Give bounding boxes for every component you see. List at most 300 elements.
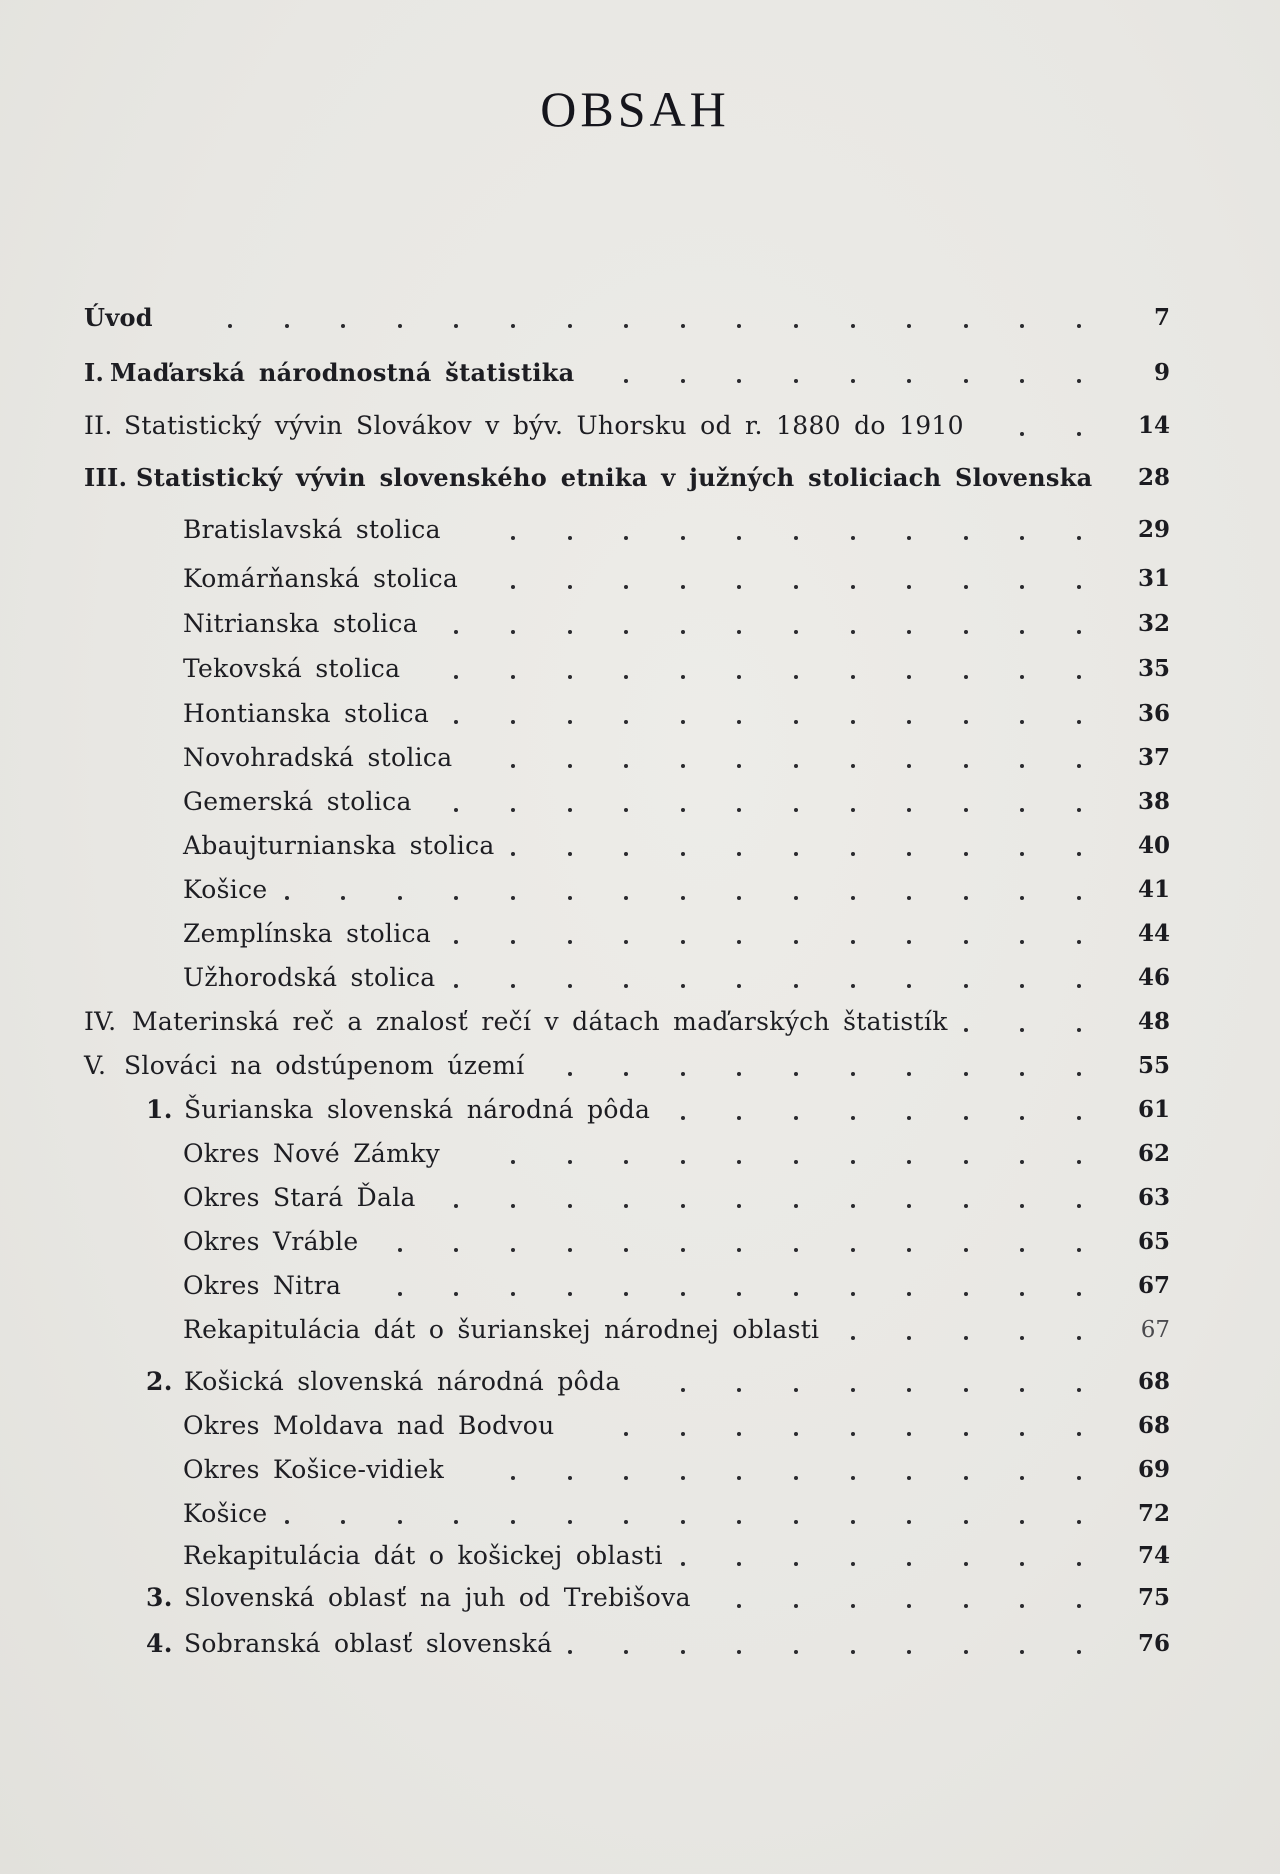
toc-entry[interactable] [0, 460, 1280, 496]
leader-dot [964, 1160, 968, 1164]
toc-entry-text: Hontianska stolica [183, 699, 430, 728]
leader-dot [907, 852, 911, 856]
leader-dot [511, 630, 515, 634]
leader-dot [851, 1388, 855, 1392]
toc-entry-text: Košice [183, 875, 268, 904]
toc-entry-text: Okres Nitra [183, 1271, 342, 1300]
toc-entry-page-number: 67 [1140, 1317, 1170, 1343]
leader-dot [568, 324, 572, 328]
leader-dot [681, 1562, 685, 1566]
leader-dot [624, 630, 628, 634]
leader-dot [511, 896, 515, 900]
leader-dot [341, 324, 345, 328]
toc-entry-page-number: 55 [1137, 1052, 1170, 1079]
leader-dot [1077, 379, 1081, 383]
leader-dot [737, 808, 741, 812]
leader-dot [568, 630, 572, 634]
leader-dot [568, 1520, 572, 1524]
leader-dot [964, 324, 968, 328]
toc-entry[interactable] [0, 1408, 1280, 1444]
leader-dot [851, 379, 855, 383]
leader-dot [737, 720, 741, 724]
leader-dot [964, 585, 968, 589]
leader-dot [398, 1520, 402, 1524]
leader-dot [1020, 1520, 1024, 1524]
leader-dots [0, 355, 1280, 391]
leader-dot [568, 896, 572, 900]
leader-dots [0, 784, 1280, 820]
leader-dot [511, 1292, 515, 1296]
leader-dot [511, 852, 515, 856]
leader-dot [1077, 1072, 1081, 1076]
toc-entry-page-number: 75 [1137, 1584, 1170, 1611]
leader-dot [624, 1292, 628, 1296]
leader-dot [1020, 379, 1024, 383]
leader-dots [0, 1408, 1280, 1444]
toc-entry[interactable] [0, 960, 1280, 996]
leader-dot [624, 324, 628, 328]
toc-entry-page-number: 40 [1137, 832, 1170, 859]
toc-entry[interactable] [0, 606, 1280, 642]
leader-dot [964, 1292, 968, 1296]
toc-entry[interactable] [0, 916, 1280, 952]
toc-entry-text: Okres Nové Zámky [183, 1139, 441, 1168]
leader-dot [1020, 1476, 1024, 1480]
leader-dot [794, 984, 798, 988]
leader-dot [1020, 1432, 1024, 1436]
leader-dot [964, 984, 968, 988]
leader-dot [851, 940, 855, 944]
leader-dot [1077, 1388, 1081, 1392]
leader-dot [737, 1388, 741, 1392]
leader-dot [1077, 1432, 1081, 1436]
leader-dot [285, 1520, 289, 1524]
toc-entry[interactable] [0, 696, 1280, 732]
leader-dot [1077, 1604, 1081, 1608]
leader-dot [737, 852, 741, 856]
page-title: OBSAH [540, 81, 730, 137]
toc-entry-text: Materinská reč a znalosť rečí v dátach maďarských štatistík [132, 1007, 948, 1036]
toc-entry[interactable] [0, 1452, 1280, 1488]
leader-dot [454, 896, 458, 900]
leader-dot [737, 324, 741, 328]
leader-dots [0, 828, 1280, 864]
toc-entry-page-number: 68 [1137, 1412, 1170, 1439]
leader-dot [511, 764, 515, 768]
leader-dot [907, 1562, 911, 1566]
leader-dot [681, 1160, 685, 1164]
leader-dot [964, 1116, 968, 1120]
toc-entry-page-number: 9 [1153, 359, 1170, 386]
leader-dot [1020, 630, 1024, 634]
leader-dot [851, 852, 855, 856]
leader-dot [398, 1248, 402, 1252]
leader-dot [964, 630, 968, 634]
leader-dot [851, 1116, 855, 1120]
leader-dot [1020, 764, 1024, 768]
leader-dot [964, 1562, 968, 1566]
leader-dot [851, 675, 855, 679]
leader-dot [681, 1520, 685, 1524]
toc-entry-page-number: 62 [1137, 1140, 1170, 1167]
leader-dot [624, 379, 628, 383]
leader-dot [737, 764, 741, 768]
toc-entry-page-number: 37 [1137, 744, 1170, 771]
leader-dot [907, 1650, 911, 1654]
toc-entry[interactable] [0, 1496, 1280, 1532]
leader-dot [681, 1650, 685, 1654]
leader-dot [1020, 536, 1024, 540]
leader-dot [1077, 1248, 1081, 1252]
leader-dot [454, 720, 458, 724]
toc-entry[interactable] [0, 408, 1280, 444]
leader-dots [0, 696, 1280, 732]
leader-dot [794, 536, 798, 540]
leader-dot [1020, 1292, 1024, 1296]
leader-dot [1020, 1116, 1024, 1120]
leader-dot [907, 1476, 911, 1480]
leader-dot [851, 324, 855, 328]
leader-dot [1077, 940, 1081, 944]
leader-dot [681, 808, 685, 812]
leader-dots [0, 1004, 1280, 1040]
toc-entry[interactable] [0, 784, 1280, 820]
toc-entry[interactable] [0, 512, 1280, 548]
leader-dot [1020, 675, 1024, 679]
toc-entry-text: Slováci na odstúpenom území [124, 1051, 525, 1080]
leader-dot [1077, 1650, 1081, 1654]
leader-dots [0, 1312, 1280, 1348]
leader-dot [1077, 1160, 1081, 1164]
leader-dot [511, 1204, 515, 1208]
leader-dot [1020, 1562, 1024, 1566]
leader-dots [0, 916, 1280, 952]
toc-entry-page-number: 76 [1137, 1630, 1170, 1657]
leader-dots [0, 740, 1280, 776]
leader-dot [794, 1604, 798, 1608]
toc-entry-text: Rekapitulácia dát o šurianskej národnej oblasti [183, 1315, 820, 1344]
leader-dot [851, 1650, 855, 1654]
toc-entry-number: IV. [84, 1007, 117, 1036]
leader-dot [454, 984, 458, 988]
leader-dot [454, 1520, 458, 1524]
toc-entry-page-number: 48 [1137, 1008, 1170, 1035]
leader-dot [568, 1292, 572, 1296]
toc-entry-page-number: 28 [1137, 464, 1170, 491]
toc-entry-page-number: 38 [1137, 788, 1170, 815]
toc-entry[interactable] [0, 1048, 1280, 1084]
toc-entry-page-number: 74 [1137, 1542, 1170, 1569]
toc-entry-page-number: 35 [1137, 655, 1170, 682]
toc-entry-number: II. [84, 411, 113, 440]
leader-dot [624, 1520, 628, 1524]
toc-entry-text: Gemerská stolica [183, 787, 412, 816]
leader-dot [794, 1248, 798, 1252]
leader-dot [624, 1432, 628, 1436]
toc-entry[interactable] [0, 1364, 1280, 1400]
leader-dots [0, 606, 1280, 642]
leader-dots [0, 561, 1280, 597]
leader-dot [851, 808, 855, 812]
leader-dot [1077, 896, 1081, 900]
leader-dot [1077, 1292, 1081, 1296]
leader-dot [454, 808, 458, 812]
leader-dot [1077, 764, 1081, 768]
leader-dot [907, 630, 911, 634]
leader-dot [624, 984, 628, 988]
toc-entry[interactable] [0, 1312, 1280, 1348]
toc-entry-text: Užhorodská stolica [183, 963, 436, 992]
leader-dot [681, 379, 685, 383]
leader-dot [624, 675, 628, 679]
leader-dot [454, 1248, 458, 1252]
leader-dot [681, 896, 685, 900]
leader-dot [794, 1204, 798, 1208]
toc-entry-page-number: 44 [1137, 920, 1170, 947]
leader-dots [0, 960, 1280, 996]
leader-dot [568, 536, 572, 540]
leader-dot [794, 1072, 798, 1076]
toc-entry[interactable] [0, 1004, 1280, 1040]
leader-dots [0, 1092, 1280, 1128]
leader-dot [907, 1204, 911, 1208]
leader-dot [907, 1432, 911, 1436]
toc-entry-page-number: 63 [1137, 1184, 1170, 1211]
leader-dots [0, 872, 1280, 908]
leader-dot [568, 940, 572, 944]
leader-dot [851, 1520, 855, 1524]
leader-dot [907, 379, 911, 383]
leader-dot [964, 940, 968, 944]
leader-dot [681, 1116, 685, 1120]
leader-dot [511, 940, 515, 944]
leader-dot [794, 720, 798, 724]
leader-dot [624, 1160, 628, 1164]
toc-entry[interactable] [0, 1180, 1280, 1216]
leader-dot [681, 675, 685, 679]
leader-dot [681, 1432, 685, 1436]
leader-dots [0, 512, 1280, 548]
leader-dots [0, 1136, 1280, 1172]
leader-dot [737, 940, 741, 944]
leader-dot [1020, 940, 1024, 944]
leader-dot [964, 896, 968, 900]
leader-dot [851, 1562, 855, 1566]
leader-dot [794, 852, 798, 856]
leader-dot [737, 1160, 741, 1164]
leader-dot [964, 1204, 968, 1208]
leader-dot [907, 324, 911, 328]
leader-dot [964, 1072, 968, 1076]
leader-dot [568, 984, 572, 988]
leader-dot [681, 852, 685, 856]
leader-dot [681, 1292, 685, 1296]
toc-entry-text: Statistický vývin slovenského etnika v južných stoliciach Slovenska [136, 463, 1093, 492]
leader-dot [1077, 536, 1081, 540]
leader-dot [794, 630, 798, 634]
toc-entry[interactable] [0, 1538, 1280, 1574]
leader-dot [794, 808, 798, 812]
toc-entry-number: V. [84, 1051, 107, 1080]
leader-dot [794, 1476, 798, 1480]
leader-dot [1020, 896, 1024, 900]
toc-entry-page-number: 72 [1137, 1500, 1170, 1527]
leader-dot [1077, 630, 1081, 634]
toc-entry[interactable] [0, 1224, 1280, 1260]
leader-dots [0, 1180, 1280, 1216]
leader-dot [624, 896, 628, 900]
leader-dot [1020, 720, 1024, 724]
leader-dot [568, 852, 572, 856]
toc-entry[interactable] [0, 872, 1280, 908]
toc-entry[interactable] [0, 1268, 1280, 1304]
toc-entry-text: Okres Stará Ďala [183, 1183, 416, 1212]
leader-dot [624, 808, 628, 812]
leader-dot [794, 585, 798, 589]
leader-dot [737, 1204, 741, 1208]
leader-dot [285, 896, 289, 900]
leader-dot [341, 1520, 345, 1524]
leader-dots [0, 1224, 1280, 1260]
leader-dot [1077, 852, 1081, 856]
toc-entry-page-number: 41 [1137, 876, 1170, 903]
leader-dot [1020, 324, 1024, 328]
leader-dot [1020, 1028, 1024, 1032]
toc-entry-text: Okres Moldava nad Bodvou [183, 1411, 555, 1440]
leader-dot [1020, 1248, 1024, 1252]
leader-dot [964, 852, 968, 856]
toc-entry-text: Komárňanská stolica [183, 564, 459, 593]
leader-dot [511, 1248, 515, 1252]
leader-dot [737, 1292, 741, 1296]
leader-dot [1077, 1562, 1081, 1566]
leader-dot [737, 379, 741, 383]
leader-dot [907, 1116, 911, 1120]
leader-dot [851, 720, 855, 724]
leader-dots [0, 651, 1280, 687]
leader-dot [907, 764, 911, 768]
leader-dot [1020, 984, 1024, 988]
leader-dot [907, 1292, 911, 1296]
toc-entry[interactable] [0, 300, 1280, 336]
toc-entry-page-number: 14 [1137, 412, 1170, 439]
leader-dot [851, 984, 855, 988]
leader-dots [0, 1048, 1280, 1084]
leader-dot [624, 764, 628, 768]
toc-entry[interactable] [0, 1626, 1280, 1662]
toc-entry[interactable] [0, 1580, 1280, 1616]
leader-dot [1077, 432, 1081, 436]
leader-dot [851, 1476, 855, 1480]
toc-entry-text: Bratislavská stolica [183, 515, 441, 544]
leader-dot [737, 1604, 741, 1608]
leader-dot [964, 1650, 968, 1654]
leader-dot [681, 764, 685, 768]
leader-dot [964, 1520, 968, 1524]
toc-entry-text: Novohradská stolica [183, 743, 453, 772]
leader-dot [851, 764, 855, 768]
leader-dot [964, 536, 968, 540]
leader-dot [907, 1520, 911, 1524]
leader-dot [737, 1072, 741, 1076]
leader-dots [0, 1268, 1280, 1304]
toc-entry[interactable] [0, 1092, 1280, 1128]
leader-dot [511, 1476, 515, 1480]
leader-dot [794, 1562, 798, 1566]
leader-dots [0, 1452, 1280, 1488]
toc-entry[interactable] [0, 828, 1280, 864]
leader-dot [681, 720, 685, 724]
leader-dots [0, 460, 1280, 496]
leader-dot [624, 1650, 628, 1654]
leader-dot [964, 1604, 968, 1608]
leader-dot [851, 1432, 855, 1436]
leader-dot [624, 940, 628, 944]
leader-dots [0, 1496, 1280, 1532]
toc-entry-page-number: 29 [1137, 516, 1170, 543]
leader-dot [964, 764, 968, 768]
leader-dot [398, 324, 402, 328]
toc-entry-text: Okres Košice-vidiek [183, 1455, 445, 1484]
toc-entry-number: 3. [146, 1583, 173, 1612]
leader-dots [0, 1538, 1280, 1574]
toc-entry[interactable] [0, 1136, 1280, 1172]
leader-dot [681, 630, 685, 634]
toc-entry-page-number: 68 [1137, 1368, 1170, 1395]
toc-entry[interactable] [0, 651, 1280, 687]
leader-dot [1077, 675, 1081, 679]
leader-dot [737, 585, 741, 589]
leader-dot [1077, 324, 1081, 328]
leader-dot [964, 1432, 968, 1436]
leader-dot [681, 940, 685, 944]
toc-entry-page-number: 31 [1137, 565, 1170, 592]
leader-dot [794, 1388, 798, 1392]
leader-dot [511, 808, 515, 812]
toc-entry-page-number: 65 [1137, 1228, 1170, 1255]
leader-dot [851, 1160, 855, 1164]
toc-entry-text: Košice [183, 1499, 268, 1528]
leader-dot [568, 720, 572, 724]
toc-entry[interactable] [0, 561, 1280, 597]
leader-dot [851, 1292, 855, 1296]
toc-entry[interactable] [0, 740, 1280, 776]
leader-dot [737, 1248, 741, 1252]
leader-dot [851, 536, 855, 540]
toc-entry-page-number: 7 [1153, 304, 1170, 331]
leader-dot [907, 1388, 911, 1392]
leader-dots [0, 1626, 1280, 1662]
leader-dot [511, 585, 515, 589]
leader-dot [794, 764, 798, 768]
leader-dot [681, 1248, 685, 1252]
leader-dot [511, 1520, 515, 1524]
toc-entry-text: Slovenská oblasť na juh od Trebišova [184, 1583, 691, 1612]
leader-dot [1077, 1204, 1081, 1208]
toc-entry[interactable] [0, 355, 1280, 391]
leader-dot [568, 1204, 572, 1208]
leader-dot [907, 1604, 911, 1608]
leader-dot [737, 1520, 741, 1524]
leader-dots [0, 1580, 1280, 1616]
leader-dot [907, 808, 911, 812]
leader-dot [1020, 1072, 1024, 1076]
leader-dot [568, 1160, 572, 1164]
leader-dot [907, 1072, 911, 1076]
leader-dot [624, 1248, 628, 1252]
toc-entry-number: 4. [146, 1629, 173, 1658]
leader-dot [964, 720, 968, 724]
